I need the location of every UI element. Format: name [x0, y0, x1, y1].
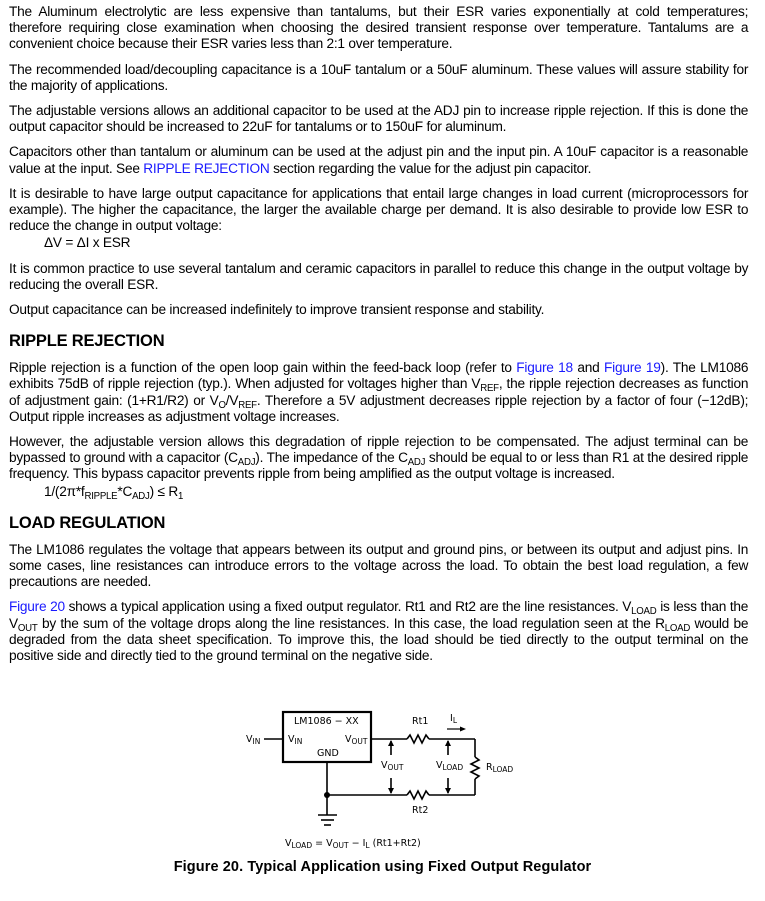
text: ) ≤ R	[149, 483, 178, 500]
text: Capacitors other than tantalum or aluminum can be used at the adjust pin and the input pin. A 10uF capacitor is a reasonable value at the input. See	[9, 144, 749, 177]
figure-18-link[interactable]: Figure 18	[516, 360, 573, 377]
subscript: LOAD	[631, 606, 657, 618]
subscript: REF	[480, 383, 499, 395]
equation-esr: ΔV = ΔI x ESR	[44, 235, 131, 252]
paragraph-adjustable: The adjustable versions allows an additional capacitor to be used at the ADJ pin to increase ripple rejection. If this is done the output capacitor should be increased to 22uF for tantalums or to 150uF for aluminum.	[9, 103, 749, 136]
text: would be degraded from the data sheet specification. To improve this, the load should be tied directly to the output terminal on the positive side and directly tied to the ground terminal on the negative side.	[9, 615, 749, 665]
figure-19-link[interactable]: Figure 19	[604, 360, 661, 377]
paragraph-common-practice: It is common practice to use several tantalum and ceramic capacitors in parallel to reduce this change in the output voltage by reducing the overall ESR.	[9, 260, 749, 293]
gnd-pin-label: GND	[317, 748, 339, 759]
subscript: ADJ	[407, 457, 426, 469]
text: Ripple rejection is a function of the open loop gain within the feed-back loop (refer to	[9, 360, 517, 377]
text: section regarding the value for the adjust pin capacitor.	[269, 160, 592, 177]
subscript: 1	[177, 490, 184, 502]
text: /V	[225, 392, 239, 409]
subscript: ADJ	[132, 490, 150, 502]
rt1-label: Rt1	[412, 716, 429, 727]
circuit-diagram	[0, 700, 765, 860]
load-equation: $V_{LOAD} = V_{OUT} - I_L$ (Rt1+Rt2)	[285, 838, 421, 850]
paragraph-load-1: The LM1086 regulates the voltage that appears between its output and ground pins, or between its output and adjust pins. In some cases, line resistances can introduce errors to the voltage across the load. To obtain the best load regulation, a few precautions are needed.	[9, 541, 749, 591]
subscript: LOAD	[664, 622, 691, 634]
subscript: O	[218, 399, 226, 411]
figure-20-link[interactable]: Figure 20	[9, 599, 65, 616]
paragraph-aluminum: The Aluminum electrolytic are less expensive than tantalums, but their ESR varies exponentially at cold temperatures; therefore requiring close examination when choosing the desired transient response over temperature. Tantalums are a convenient choice because their ESR varies less than 2:1 over temperature.	[9, 4, 749, 53]
subscript: OUT	[17, 622, 38, 634]
text: 1/(2π*f	[44, 483, 85, 500]
paragraph-ripple-2	[9, 434, 748, 483]
rload-label: $R_{LOAD}$	[486, 762, 514, 774]
paragraph-recommended: The recommended load/decoupling capacitance is a 10uF tantalum or a 50uF aluminum. These values will assure stability for the majority of applications.	[9, 61, 749, 94]
text: ). The LM1086 exhibits 75dB of ripple rejection (typ.). When adjusted for voltages higher than V	[9, 360, 749, 393]
text: shows a typical application using a fixed output regulator. Rt1 and Rt2 are the line resistances. V	[64, 599, 632, 616]
text: should be equal to or less than R1 at the desired ripple frequency. This bypass capacitor prevents ripple from being amplified as the output voltage is increased.	[9, 450, 749, 483]
text: , the ripple rejection decreases as function of adjustment gain: (1+R1/R2) or V	[9, 376, 749, 409]
vin-label: $V_{IN}$	[246, 734, 261, 746]
text: *C	[117, 483, 133, 500]
subscript: ADJ	[237, 457, 256, 469]
subscript: RIPPLE	[84, 490, 118, 502]
figure-20-circuit	[0, 700, 765, 900]
vload-label: $V_{LOAD}$	[436, 760, 464, 772]
il-label: $I_L$	[450, 713, 457, 725]
paragraph-ripple-1	[9, 360, 748, 425]
text: is less than the V	[9, 599, 749, 632]
subscript: REF	[238, 399, 257, 411]
paragraph-desirable: It is desirable to have large output capacitance for applications that entail large changes in load current (microprocessors for example). The higher the capacitance, the larger the available charge per demand. It is also desirable to provide low ESR to reduce the change in output voltage:	[9, 185, 749, 235]
document-page	[9, 4, 748, 673]
heading-load-regulation: LOAD REGULATION	[9, 513, 166, 532]
paragraph-capacitors	[9, 144, 748, 176]
vin-pin-label: $V_{IN}$	[288, 734, 303, 746]
text: and	[572, 360, 605, 377]
rt2-label: Rt2	[412, 805, 429, 816]
regulator-label: LM1086 − XX	[294, 716, 359, 727]
heading-ripple-rejection: RIPPLE REJECTION	[9, 332, 165, 351]
ripple-rejection-link[interactable]: RIPPLE REJECTION	[143, 160, 270, 177]
text: by the sum of the voltage drops along the line resistances. In this case, the load regulation seen at the R	[37, 615, 665, 632]
figure-caption: Figure 20. Typical Application using Fixed Output Regulator	[173, 859, 592, 875]
text: ). The impedance of the C	[255, 450, 408, 467]
vout-pin-label: $V_{OUT}$	[345, 734, 368, 746]
text: . Therefore a 5V adjustment decreases ripple rejection by a factor of four (−12dB); Output ripple increases as adjustment voltage increases.	[9, 392, 749, 425]
paragraph-load-2	[9, 599, 748, 664]
equation-ripple	[44, 484, 723, 500]
paragraph-output-capacitance: Output capacitance can be increased indefinitely to improve transient response and stability.	[9, 302, 545, 319]
text: However, the adjustable version allows this degradation of ripple rejection to be compensated. The adjust terminal can be bypassed to ground with a capacitor (C	[9, 434, 749, 467]
vout-label: $V_{OUT}$	[381, 760, 404, 772]
